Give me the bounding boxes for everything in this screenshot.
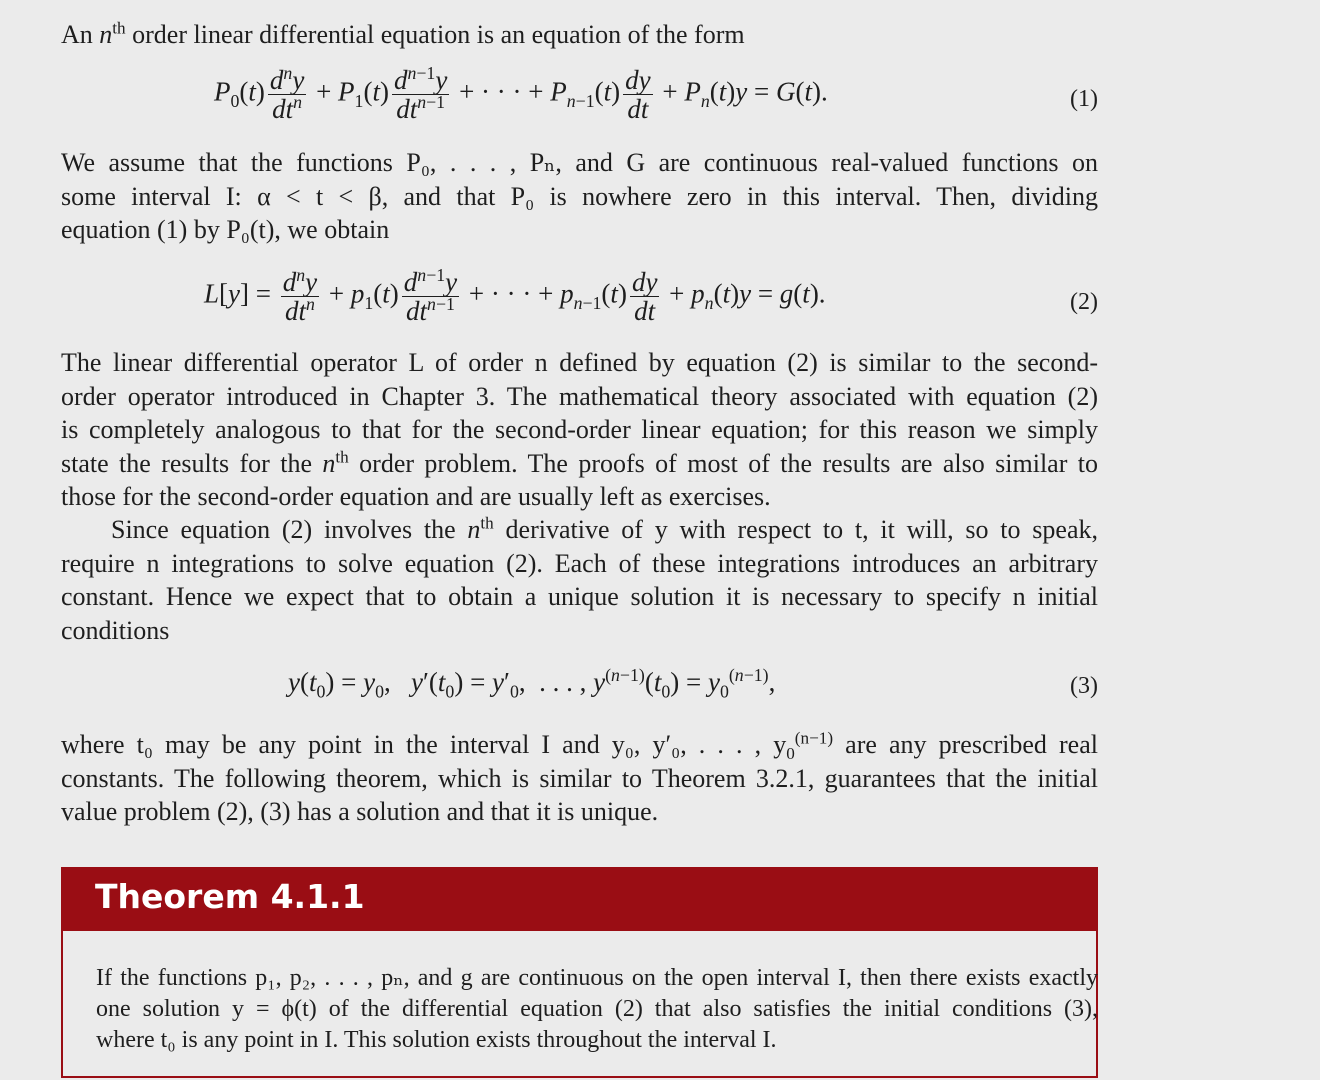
operator-line-4: state the results for the $n^{th}$ order problem. The proofs of most of the results are also similar to [61, 446, 1098, 478]
intro-paragraph [61, 18, 1098, 52]
where-line-1: where t₀ may be any point in the interval I and y₀, y′₀, . . . , $y_0^{(n-1)}$ are any prescribed real [61, 728, 1098, 764]
operator-line-2: order operator introduced in Chapter 3. The mathematical theory associated with equation (2) [61, 381, 1098, 411]
equation-1: $P_0(t)$ $\frac{d^ny}{dt^n}$ + $P_1(t)$ $\frac{d^{n-1}y}{dt^{n-1}}$ + · · · + $P_{n-1}(t)$ $\frac{dy}{dt}$ + $P_n(t)y = G(t)$. [214, 63, 828, 124]
assumption-line-2: some interval I: α < t < β, and that P₀ is nowhere zero in this interval. Then, dividing [61, 181, 1098, 211]
operator-line-3: is completely analogous to that for the second-order linear equation; for this reason we simply [61, 415, 1098, 444]
integration-line-4: conditions [61, 615, 170, 645]
assumption-line-3: equation (1) by P₀(t), we obtain [61, 215, 390, 244]
equation-3-number: (3) [1070, 673, 1098, 699]
integration-line-2: require n integrations to solve equation (2). Each of these integrations introduces an arbitrary [61, 548, 1098, 578]
equation-2: L[y] = $\frac{d^ny}{dt^n}$ + $p_1(t)$ $\frac{d^{n-1}y}{dt^{n-1}}$ + · · · + $p_{n-1}(t)$ $\frac{dy}{dt}$ + $p_n(t)y = g(t)$. [204, 265, 826, 326]
integration-paragraph [61, 513, 1098, 647]
where-paragraph [61, 728, 1098, 829]
equation-3: $y(t_0) = y_0$, $y'(t_0) = y'_0$, . . . , $y^{(n-1)}(t_0) = y_0^{(n-1)}$, [288, 665, 776, 702]
theorem-body [96, 963, 1098, 1056]
where-line-2: constants. The following theorem, which is similar to Theorem 3.2.1, guarantees that the initial [61, 763, 1098, 793]
theorem-box [61, 931, 1098, 1078]
equation-2-number: (2) [1070, 289, 1098, 315]
integration-line-3: constant. Hence we expect that to obtain a unique solution it is necessary to specify n initial [61, 582, 1098, 611]
intro-line: An $n^{th}$ order linear differential equation is an equation of the form [61, 18, 745, 49]
operator-paragraph [61, 346, 1098, 514]
theorem-line-3: where t₀ is any point in I. This solution exists throughout the interval I. [96, 1027, 777, 1053]
operator-line-1: The linear differential operator L of order n defined by equation (2) is similar to the second- [61, 348, 1098, 377]
operator-line-5: those for the second-order equation and are usually left as exercises. [61, 482, 771, 511]
theorem-title: Theorem 4.1.1 [95, 877, 365, 916]
assumption-line-1: We assume that the functions P₀, . . . , Pₙ, and G are continuous real-valued functions on [61, 148, 1098, 177]
equation-1-number: (1) [1070, 86, 1098, 112]
where-line-3: value problem (2), (3) has a solution and that it is unique. [61, 797, 659, 826]
theorem-line-2: one solution y = ϕ(t) of the differential equation (2) that also satisfies the initial conditions (3), [96, 996, 1098, 1022]
integration-line-1: Since equation (2) involves the $n^{th}$ derivative of y with respect to t, it will, so to speak, [111, 513, 1098, 544]
assumption-paragraph [61, 146, 1098, 247]
theorem-header [61, 867, 1098, 931]
theorem-line-1: If the functions p₁, p₂, . . . , pₙ, and g are continuous on the open interval I, then there exists exactly [96, 965, 1098, 991]
